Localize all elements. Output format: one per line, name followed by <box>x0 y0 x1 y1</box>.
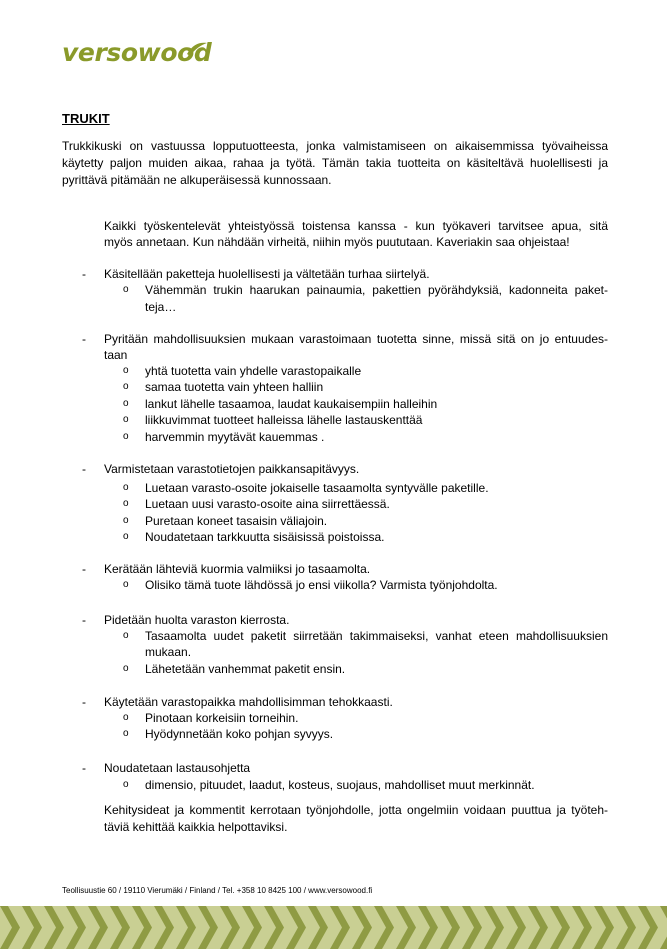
sub-item-text: dimensio, pituudet, laadut, kosteus, suojaus, mahdolliset muut merkinnät. <box>145 778 535 792</box>
circle-bullet: o <box>123 779 129 790</box>
circle-bullet: o <box>123 431 129 442</box>
text-line: myös annetaan. Kun nähdään virheitä, niihin myös puututaan. Kaveriakin saa ohjeistaa! <box>104 235 570 249</box>
sub-item-text: lankut lähelle tasaamoa, laudat kaukaisempiin halleihin <box>145 397 438 411</box>
circle-bullet: o <box>123 284 129 295</box>
sub-item-text: mukaan. <box>145 645 192 659</box>
sub-item-text: teja… <box>145 300 177 314</box>
sub-item-text: Luetaan uusi varasto-osoite aina siirrettäessä. <box>145 497 390 511</box>
list-item-text: Käytetään varastopaikka mahdollisimman tehokkaasti. <box>104 695 393 709</box>
text-line: Kaikki työskentelevät yhteistyössä toistensa kanssa - kun työkaveri tarvitsee apua, sitä <box>104 219 608 233</box>
dash-bullet: - <box>82 613 86 627</box>
sub-item-text: harvemmin myytävät kauemmas . <box>145 430 325 444</box>
circle-bullet: o <box>123 482 129 493</box>
dash-bullet: - <box>82 462 86 476</box>
circle-bullet: o <box>123 398 129 409</box>
sub-item-text: Luetaan varasto-osoite jokaiselle tasaamolta syntyvälle paketille. <box>145 481 489 495</box>
dash-bullet: - <box>82 332 86 346</box>
list-item-text: Kerätään lähteviä kuormia valmiiksi jo tasaamolta. <box>104 562 371 576</box>
list-item-text: Pyritään mahdollisuuksien mukaan varastoimaan tuotetta sinne, missä sitä on jo entuudes- <box>104 332 608 346</box>
list-item-text: Käsitellään paketteja huolellisesti ja vältetään turhaa siirtelyä. <box>104 267 430 281</box>
logo-text: versowood <box>62 38 212 67</box>
circle-bullet: o <box>123 712 129 723</box>
sub-item-text: samaa tuotetta vain yhteen halliin <box>145 380 324 394</box>
sub-item-text: Puretaan koneet tasaisin väliajoin. <box>145 514 328 528</box>
footer-address: Teollisuustie 60 / 19110 Vierumäki / Finland / Tel. +358 10 8425 100 / www.versowood.fi <box>62 886 373 895</box>
dash-bullet: - <box>82 761 86 775</box>
dash-bullet: - <box>82 562 86 576</box>
circle-bullet: o <box>123 498 129 509</box>
leaf-swoosh-icon <box>186 40 208 58</box>
text-line: pyrittävä pitämään ne alkuperäisessä kunnossaan. <box>62 173 332 187</box>
dash-bullet: - <box>82 695 86 709</box>
circle-bullet: o <box>123 414 129 425</box>
sub-item-text: Tasaamolta uudet paketit siirretään takimmaiseksi, vanhat eteen mahdollisuuksien <box>145 629 608 643</box>
sub-item-text: liikkuvimmat tuotteet halleissa lähelle lastauskenttää <box>145 413 423 427</box>
text-line: Kehitysideat ja kommentit kerrotaan työnjohdolle, jotta ongelmiin voidaan puuttua ja työteh- <box>104 803 608 817</box>
circle-bullet: o <box>123 531 129 542</box>
text-line: Trukkikuski on vastuussa lopputuotteesta, jonka valmistamiseen on aikaisemmissa työvaiheissa <box>62 139 608 153</box>
sub-item-text: Pinotaan korkeisiin torneihin. <box>145 711 299 725</box>
circle-bullet: o <box>123 515 129 526</box>
text-line: täviä kehittää kaikkia helpottaviksi. <box>104 820 288 834</box>
chevron-stripe-band <box>0 906 667 949</box>
list-item-text: Pidetään huolta varaston kierrosta. <box>104 613 290 627</box>
sub-item-text: Vähemmän trukin haarukan painaumia, pakettien pyörähdyksiä, kadonneita paket- <box>145 283 608 297</box>
circle-bullet: o <box>123 663 129 674</box>
list-item-text: Varmistetaan varastotietojen paikkansapitävyys. <box>104 462 360 476</box>
circle-bullet: o <box>123 630 129 641</box>
circle-bullet: o <box>123 579 129 590</box>
circle-bullet: o <box>123 365 129 376</box>
page-title: TRUKIT <box>62 111 110 126</box>
sub-item-text: Olisiko tämä tuote lähdössä jo ensi viikolla? Varmista työnjohdolta. <box>145 578 498 592</box>
sub-item-text: Noudatetaan tarkkuutta sisäisissä poistoissa. <box>145 530 385 544</box>
sub-item-text: yhtä tuotetta vain yhdelle varastopaikalle <box>145 364 362 378</box>
circle-bullet: o <box>123 381 129 392</box>
list-item-text: Noudatetaan lastausohjetta <box>104 761 251 775</box>
sub-item-text: Lähetetään vanhemmat paketit ensin. <box>145 662 346 676</box>
text-line: käytetty paljon muiden aikaa, rahaa ja työtä. Tämän takia tuotteita on käsiteltävä huolellisesti ja <box>62 156 608 170</box>
list-item-text: taan <box>104 348 128 362</box>
dash-bullet: - <box>82 267 86 281</box>
circle-bullet: o <box>123 728 129 739</box>
sub-item-text: Hyödynnetään koko pohjan syvyys. <box>145 727 334 741</box>
